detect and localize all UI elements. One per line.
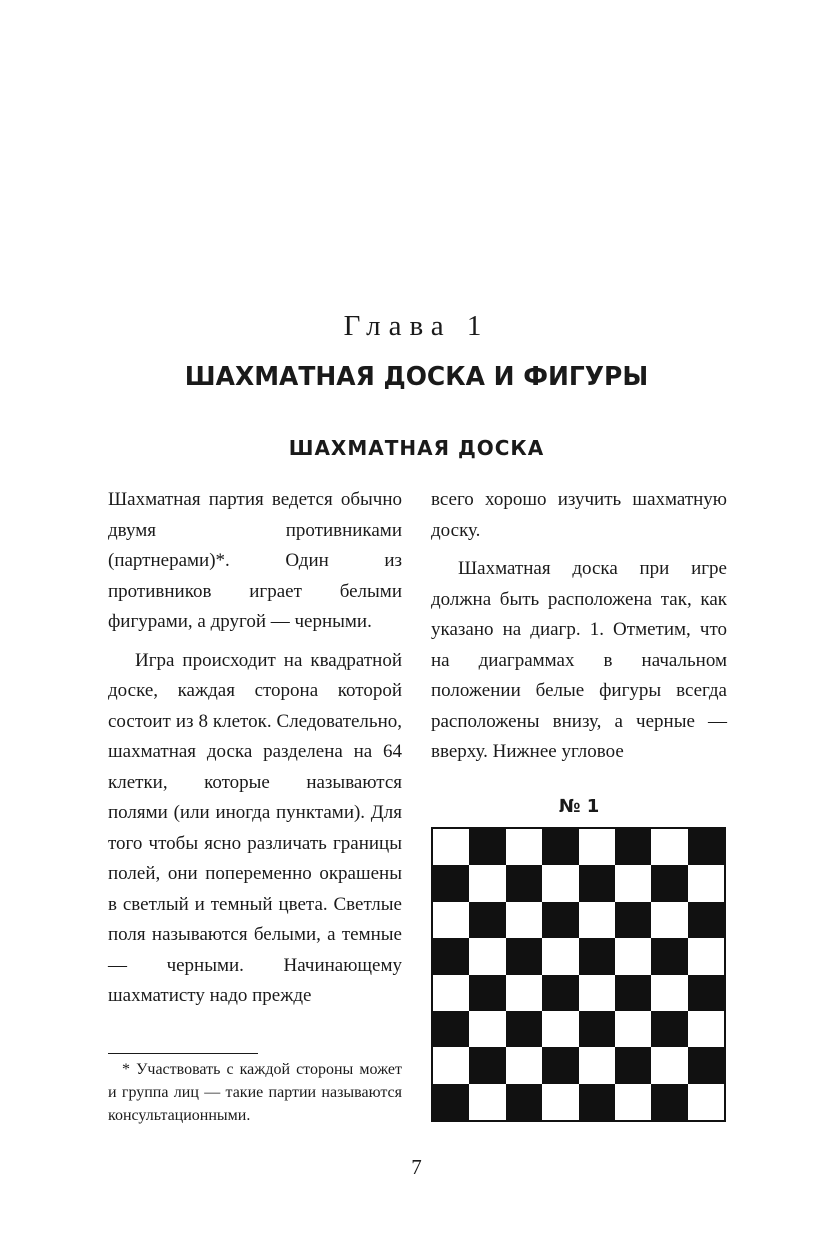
paragraph-2: Игра происходит на квадратной доске, каждая сторона которой состоит из 8 клеток. Следовательно, шахматная доска разделена на 64 клетки, которые называются полями (или иногда пунктами). Для того чтобы ясно различать границы полей, они попеременно окрашены в светлый и темный цвета. Светлые поля называются белыми, а темные — черными. Начинающему шахматисту надо прежде <box>108 649 402 1006</box>
board-square <box>542 865 578 901</box>
board-square <box>433 1084 469 1120</box>
board-square <box>542 902 578 938</box>
board-square <box>615 1047 651 1083</box>
board-square <box>651 1047 687 1083</box>
board-square <box>469 938 505 974</box>
board-square <box>542 938 578 974</box>
board-square <box>688 975 724 1011</box>
board-square <box>615 865 651 901</box>
board-square <box>651 902 687 938</box>
board-square <box>688 1011 724 1047</box>
board-square <box>688 865 724 901</box>
board-square <box>651 938 687 974</box>
board-square <box>506 865 542 901</box>
board-square <box>688 902 724 938</box>
board-square <box>542 1084 578 1120</box>
board-square <box>651 1084 687 1120</box>
board-square <box>615 902 651 938</box>
board-square <box>579 1047 615 1083</box>
board-square <box>615 975 651 1011</box>
board-square <box>542 1011 578 1047</box>
board-square <box>469 865 505 901</box>
board-square <box>469 1047 505 1083</box>
board-square <box>433 829 469 865</box>
board-square <box>688 1084 724 1120</box>
board-square <box>579 1084 615 1120</box>
board-square <box>433 938 469 974</box>
board-square <box>433 902 469 938</box>
board-square <box>506 829 542 865</box>
board-square <box>688 829 724 865</box>
board-square <box>688 938 724 974</box>
chessboard-diagram <box>431 827 726 1122</box>
board-square <box>651 865 687 901</box>
board-square <box>651 975 687 1011</box>
footnote: * Участвовать с каждой стороны может и группа лиц — такие партии называются консультационными. <box>108 1061 402 1124</box>
right-column <box>431 485 727 768</box>
board-square <box>433 975 469 1011</box>
footnote-rule <box>108 1053 258 1054</box>
board-square <box>433 865 469 901</box>
board-square <box>542 1047 578 1083</box>
board-square <box>506 975 542 1011</box>
board-square <box>579 938 615 974</box>
board-square <box>579 865 615 901</box>
chapter-title: ШАХМАТНАЯ ДОСКА И ФИГУРЫ <box>184 362 649 392</box>
board-square <box>579 975 615 1011</box>
paragraph-2-continued: всего хорошо изучить шахматную доску. <box>431 489 727 541</box>
board-square <box>688 1047 724 1083</box>
board-square <box>469 975 505 1011</box>
board-square <box>615 1084 651 1120</box>
board-square <box>506 1011 542 1047</box>
board-square <box>469 829 505 865</box>
chapter-label: Глава 1 <box>343 310 490 342</box>
section-title: ШАХМАТНАЯ ДОСКА <box>288 436 545 460</box>
board-square <box>433 1047 469 1083</box>
board-square <box>615 829 651 865</box>
diagram-label: № 1 <box>558 796 600 817</box>
board-square <box>579 902 615 938</box>
board-square <box>469 902 505 938</box>
board-square <box>579 1011 615 1047</box>
paragraph-1: Шахматная партия ведется обычно двумя противниками (партнерами)*. Один из противников играет белыми фигурами, а другой — черными. <box>108 489 402 632</box>
board-square <box>542 829 578 865</box>
board-square <box>469 1084 505 1120</box>
left-column <box>108 485 402 1012</box>
board-square <box>506 1047 542 1083</box>
paragraph-3: Шахматная доска при игре должна быть расположена так, как указано на диагр. 1. Отметим, что на диаграммах в начальном положении белые фигуры всегда расположены внизу, а черные — вверху. Нижнее угловое <box>431 558 727 762</box>
board-square <box>579 829 615 865</box>
board-square <box>615 1011 651 1047</box>
board-square <box>506 1084 542 1120</box>
board-square <box>506 938 542 974</box>
board-square <box>542 975 578 1011</box>
page-number: 7 <box>411 1155 422 1179</box>
board-square <box>433 1011 469 1047</box>
board-square <box>615 938 651 974</box>
board-square <box>469 1011 505 1047</box>
board-square <box>506 902 542 938</box>
board-square <box>651 829 687 865</box>
board-square <box>651 1011 687 1047</box>
